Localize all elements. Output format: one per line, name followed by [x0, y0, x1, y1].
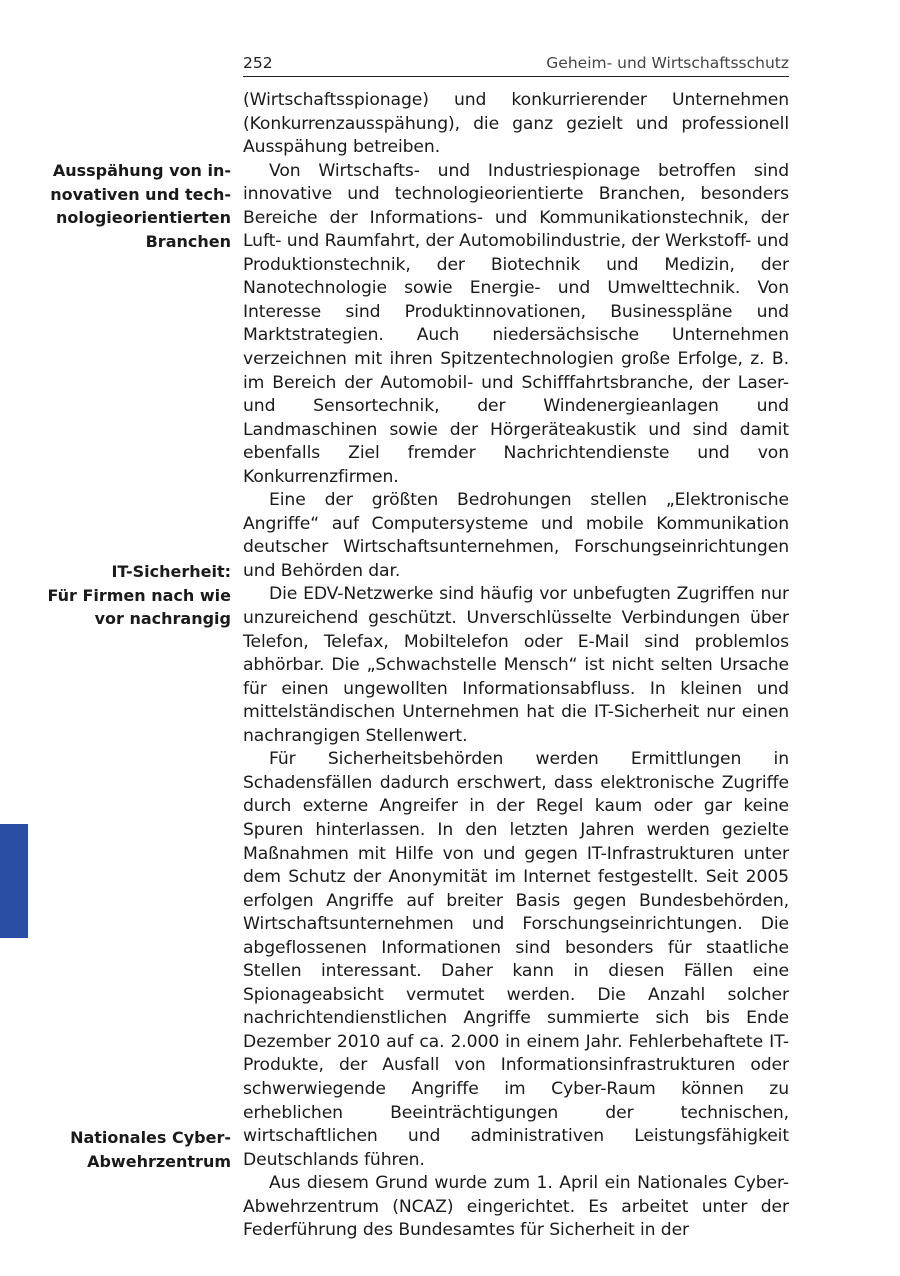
- body-text: [243, 89, 789, 1243]
- paragraph: Für Sicherheitsbehörden werden Ermittlungen in Schadensfällen dadurch erschwert, dass elektronische Zugriffe durch externe Angreifer in der Regel kaum oder gar keine Spuren hinterlassen. In den letzten Jahren werden gezielte Maßnahmen mit Hilfe von und gegen IT-Infrastrukturen unter dem Schutz der Anonymität im Internet festgestellt. Seit 2005 erfolgen Angriffe auf breiter Basis gegen Bundesbehörden, Wirtschaftsunternehmen und Forschungseinrichtungen. Die abgeflossenen Informationen sind besonders für staatliche Stellen interessant. Daher kann in diesen Fällen eine Spionageabsicht vermutet werden. Die Anzahl solcher nachrichtendienstlichen Angriffe summierte sich bis Ende Dezember 2010 auf ca. 2.000 in einem Jahr. Fehlerbehaftete IT-Produkte, der Ausfall von Informationsinfrastrukturen oder schwerwiegende Angriffe im Cyber-Raum können zu erheblichen Beeinträchtigungen der technischen, wirtschaftlichen und administrativen Leistungsfähigkeit Deutschlands führen.: [243, 749, 789, 1170]
- margin-note-line: vor nachrangig: [94, 609, 231, 629]
- paragraph: (Wirtschaftsspionage) und konkurrierender Unternehmen (Konkurrenzausspähung), die ganz gezielt und professionell Ausspähung betreiben.: [243, 90, 789, 158]
- margin-note-branchen: [31, 159, 231, 253]
- margin-note-ncaz: [31, 1126, 231, 1173]
- margin-note-line: Nationales Cyber-: [70, 1128, 231, 1147]
- running-header: [243, 52, 789, 77]
- paragraph: Von Wirtschafts- und Industriespionage betroffen sind innovative und technologieorientierte Branchen, besonders Bereiche der Informations- und Kommunikationstechnik, der Luft- und Raumfahrt, der Automobilindustrie, der Werkstoff- und Produktionstechnik, der Biotechnik und Medizin, der Nanotechnologie sowie Energie- und Umwelttechnik. Von Interesse sind Produktinnovationen, Businesspläne und Marktstrategien. Auch niedersächsische Unternehmen verzeichnen mit ihren Spitzentechnologien große Erfolge, z. B. im Bereich der Automobil- und Schifffahrtsbranche, der Laser- und Sensortechnik, der Windenergieanlagen und Landmaschinen sowie der Hörgeräteakustik und sind damit ebenfalls Ziel fremder Nachrichtendienste und von Konkurrenzfirmen.: [243, 160, 789, 487]
- page-number: 252: [243, 54, 273, 72]
- margin-note-it-sicherheit: [31, 560, 231, 631]
- margin-note-line: Für Firmen nach wie: [47, 585, 231, 605]
- paragraph: Eine der größten Bedrohungen stellen „Elektronische Angriffe“ auf Computersysteme und mobile Kommunikation deutscher Wirtschaftsunternehmen, Forschungseinrichtungen und Behörden dar.: [243, 490, 789, 581]
- margin-note-line: Branchen: [145, 231, 231, 251]
- paragraph: Aus diesem Grund wurde zum 1. April ein Nationales Cyber-Abwehrzentrum (NCAZ) eingerichtet. Es arbeitet unter der Federführung des Bundesamtes für Sicherheit in der: [243, 1173, 789, 1241]
- running-title: Geheim- und Wirtschaftsschutz: [546, 54, 789, 72]
- chapter-tab-marker: [0, 824, 28, 938]
- margin-note-line: novativen und tech-: [50, 184, 231, 204]
- margin-note-line: nologieorientierten: [55, 208, 231, 228]
- margin-note-line: Abwehrzentrum: [87, 1151, 231, 1171]
- paragraph: Die EDV-Netzwerke sind häufig vor unbefugten Zugriffen nur unzureichend geschützt. Unverschlüsselte Verbindungen über Telefon, Telefax, Mobiltelefon oder E-Mail sind problemlos abhörbar. Die „Schwachstelle Mensch“ ist nicht selten Ursache für einen ungewollten Informationsabfluss. In kleinen und mittelständischen Unternehmen hat die IT-Sicherheit nur einen nachrangigen Stellenwert.: [243, 584, 789, 746]
- margin-note-line: Ausspähung von in-: [52, 161, 231, 180]
- margin-note-line: IT-Sicherheit:: [111, 562, 231, 581]
